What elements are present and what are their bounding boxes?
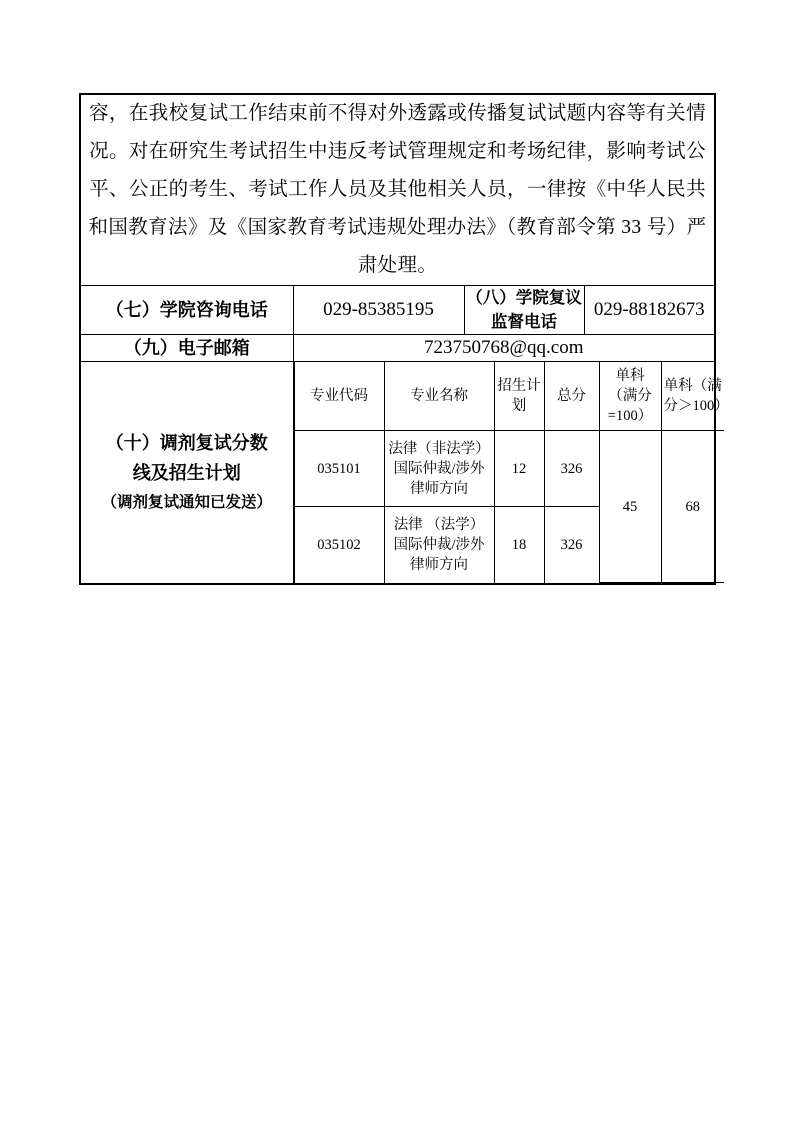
- cell-major-code: 035101: [294, 431, 384, 507]
- table-row: [294, 431, 724, 507]
- table-row: [80, 286, 715, 335]
- cell-plan: 12: [494, 431, 544, 507]
- cell-total: 326: [544, 431, 599, 507]
- header-single-gt100: 单科（满分＞100）: [661, 362, 724, 431]
- scores-header-row: [294, 362, 724, 431]
- cell-single-le100: 45: [599, 431, 661, 583]
- college-phone-label: （七）学院咨询电话: [80, 286, 293, 335]
- college-phone-value: 029-85385195: [293, 286, 464, 335]
- email-value: 723750768@qq.com: [293, 335, 715, 362]
- scores-label-line2: 线及招生计划: [132, 462, 241, 483]
- cell-major-name: 法律 （法学）国际仲裁/涉外律师方向: [384, 507, 494, 583]
- scores-table: [294, 362, 729, 583]
- main-table: [79, 93, 729, 585]
- cell-total: 326: [544, 507, 599, 583]
- appeal-phone-value: 029-88182673: [584, 286, 715, 335]
- header-major-code: 专业代码: [294, 362, 384, 431]
- header-plan: 招生计划: [494, 362, 544, 431]
- cell-plan: 18: [494, 507, 544, 583]
- table-row: [80, 335, 715, 362]
- table-row: [80, 362, 715, 585]
- header-major-name: 专业名称: [384, 362, 494, 431]
- scores-label-line1: （十）调剂复试分数: [105, 432, 268, 453]
- appeal-phone-label: （八）学院复议监督电话: [464, 286, 584, 335]
- policy-paragraph-cell: [80, 94, 715, 286]
- cell-single-gt100: 68: [661, 431, 724, 583]
- cell-major-code: 035102: [294, 507, 384, 583]
- header-single-le100: 单科（满分=100）: [599, 362, 661, 431]
- scores-label-cell: [80, 362, 293, 585]
- scores-table-cell: [293, 362, 729, 585]
- header-total: 总分: [544, 362, 599, 431]
- scores-label-line3: （调剂复试通知已发送）: [101, 493, 272, 511]
- table-row: [80, 94, 715, 286]
- cell-major-name: 法律（非法学）国际仲裁/涉外律师方向: [384, 431, 494, 507]
- email-label: （九）电子邮箱: [80, 335, 293, 362]
- policy-paragraph-text: 容，在我校复试工作结束前不得对外透露或传播复试试题内容等有关情况。对在研究生考试招生中违反考试管理规定和考场纪律，影响考试公平、公正的考生、考试工作人员及其他相关人员，一律按《中华人民共和国教育法》及《国家教育考试违规处理办法》（教育部令第 33 号）严肃处理。: [88, 103, 707, 276]
